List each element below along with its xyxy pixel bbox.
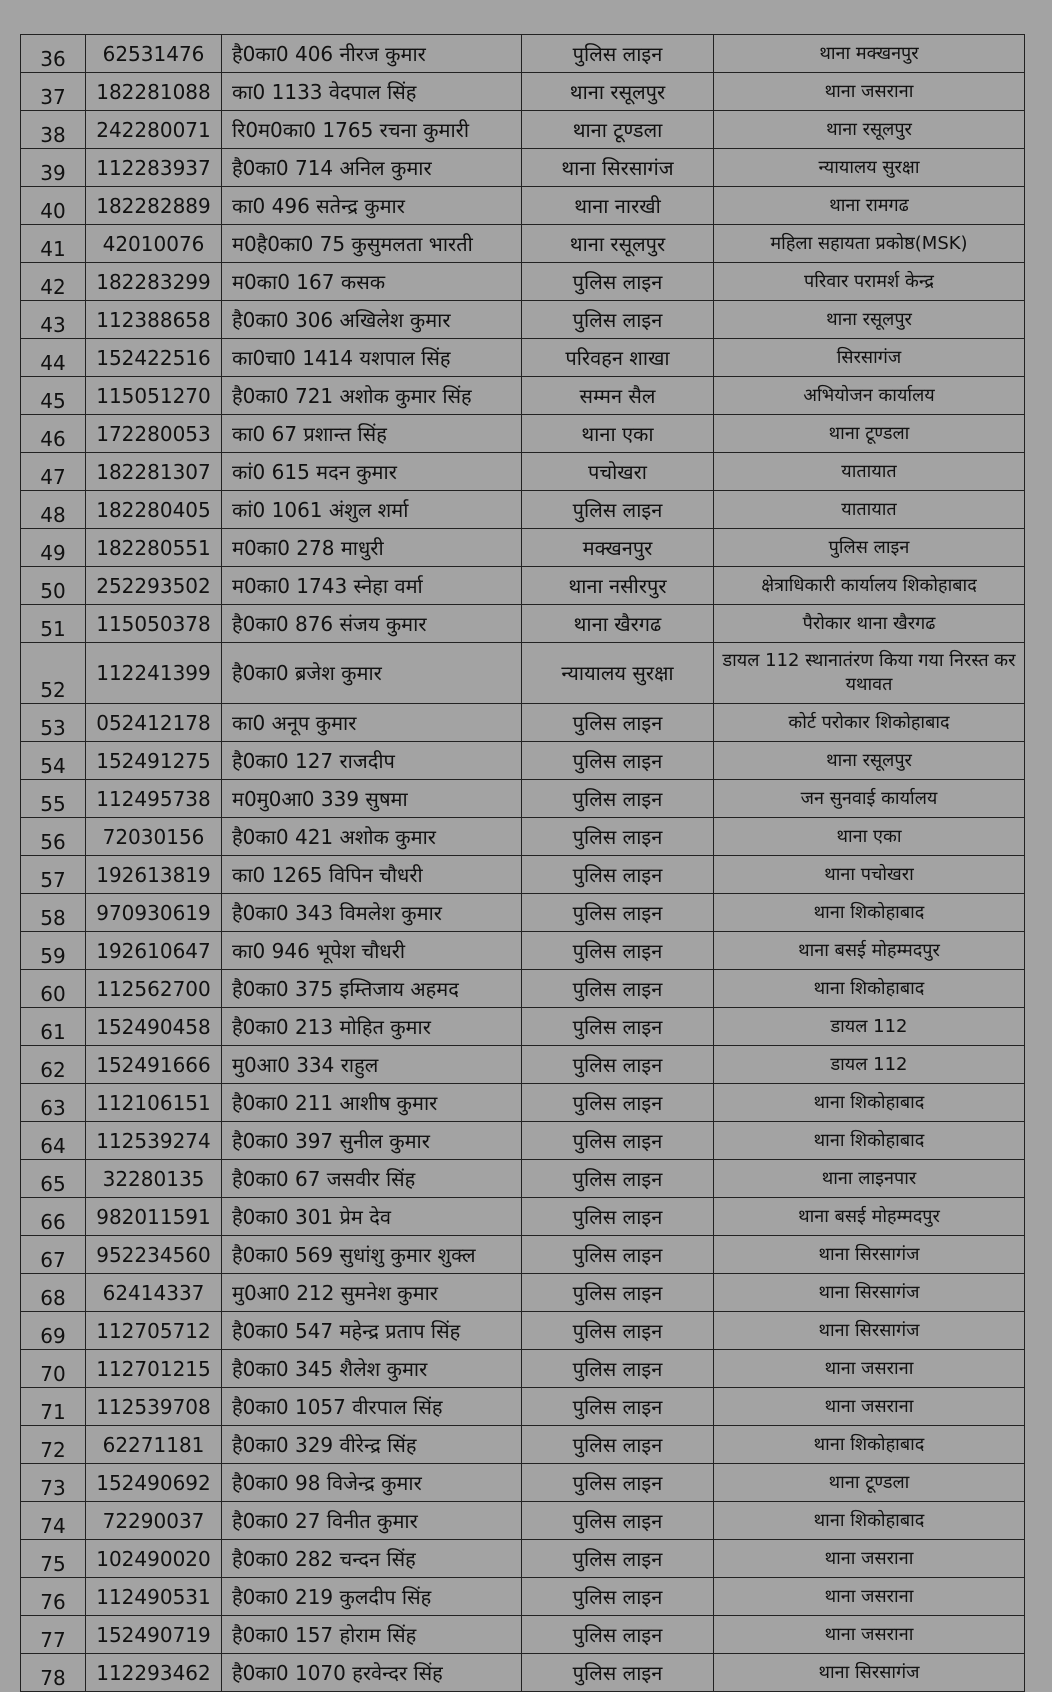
name-cell: का0चा0 1414 यशपाल सिंह: [222, 339, 522, 377]
from-posting-cell: पुलिस लाइन: [522, 1236, 714, 1274]
from-posting-cell: पुलिस लाइन: [522, 1426, 714, 1464]
from-posting-cell: पचोखरा: [522, 453, 714, 491]
name-cell: म0है0का0 75 कुसुमलता भारती: [222, 225, 522, 263]
pno-number-cell: 112701215: [86, 1350, 222, 1388]
name-cell: है0का0 211 आशीष कुमार: [222, 1084, 522, 1122]
pno-number-cell: 152491275: [86, 742, 222, 780]
to-posting-cell: पैरोकार थाना खैरगढ: [714, 605, 1025, 643]
to-posting-cell: थाना रामगढ: [714, 187, 1025, 225]
pno-number-cell: 112539274: [86, 1122, 222, 1160]
table-row: [21, 1046, 1025, 1084]
name-cell: मु0आ0 334 राहुल: [222, 1046, 522, 1084]
pno-number-cell: 192613819: [86, 856, 222, 894]
name-cell: म0का0 167 कसक: [222, 263, 522, 301]
name-cell: है0का0 397 सुनील कुमार: [222, 1122, 522, 1160]
serial-number-cell: 78: [21, 1654, 86, 1692]
table-row: [21, 263, 1025, 301]
pno-number-cell: 152491666: [86, 1046, 222, 1084]
table-row: [21, 339, 1025, 377]
to-posting-cell: थाना बसई मोहम्मदपुर: [714, 1198, 1025, 1236]
serial-number-cell: 38: [21, 111, 86, 149]
pno-number-cell: 112562700: [86, 970, 222, 1008]
serial-number-cell: 60: [21, 970, 86, 1008]
to-posting-cell: यातायात: [714, 491, 1025, 529]
table-row: [21, 301, 1025, 339]
table-row: [21, 1426, 1025, 1464]
serial-number-cell: 72: [21, 1426, 86, 1464]
name-cell: का0 1265 विपिन चौधरी: [222, 856, 522, 894]
serial-number-cell: 66: [21, 1198, 86, 1236]
table-row: [21, 970, 1025, 1008]
to-posting-cell: यातायात: [714, 453, 1025, 491]
table-row: [21, 1274, 1025, 1312]
name-cell: है0का0 98 विजेन्द्र कुमार: [222, 1464, 522, 1502]
from-posting-cell: पुलिस लाइन: [522, 1198, 714, 1236]
table-row: [21, 491, 1025, 529]
serial-number-cell: 61: [21, 1008, 86, 1046]
from-posting-cell: थाना खैरगढ: [522, 605, 714, 643]
name-cell: कां0 615 मदन कुमार: [222, 453, 522, 491]
serial-number-cell: 67: [21, 1236, 86, 1274]
name-cell: का0 अनूप कुमार: [222, 704, 522, 742]
name-cell: है0का0 406 नीरज कुमार: [222, 35, 522, 73]
serial-number-cell: 40: [21, 187, 86, 225]
name-cell: रि0म0का0 1765 रचना कुमारी: [222, 111, 522, 149]
pno-number-cell: 242280071: [86, 111, 222, 149]
name-cell: है0का0 213 मोहित कुमार: [222, 1008, 522, 1046]
name-cell: म0का0 1743 स्नेहा वर्मा: [222, 567, 522, 605]
pno-number-cell: 192610647: [86, 932, 222, 970]
from-posting-cell: पुलिस लाइन: [522, 1578, 714, 1616]
table-row: [21, 1160, 1025, 1198]
serial-number-cell: 36: [21, 35, 86, 73]
serial-number-cell: 41: [21, 225, 86, 263]
to-posting-cell: कोर्ट परोकार शिकोहाबाद: [714, 704, 1025, 742]
from-posting-cell: पुलिस लाइन: [522, 1350, 714, 1388]
to-posting-cell: थाना जसराना: [714, 1540, 1025, 1578]
to-posting-cell: थाना पचोखरा: [714, 856, 1025, 894]
from-posting-cell: पुलिस लाइन: [522, 1502, 714, 1540]
table-row: [21, 605, 1025, 643]
serial-number-cell: 77: [21, 1616, 86, 1654]
from-posting-cell: पुलिस लाइन: [522, 780, 714, 818]
pno-number-cell: 152490692: [86, 1464, 222, 1502]
to-posting-cell: डायल 112 स्थानातंरण किया गया निरस्त कर यथावत: [714, 643, 1025, 704]
table-row: [21, 1122, 1025, 1160]
name-cell: है0का0 1070 हरवेन्दर सिंह: [222, 1654, 522, 1692]
pno-number-cell: 152490458: [86, 1008, 222, 1046]
pno-number-cell: 112293462: [86, 1654, 222, 1692]
pno-number-cell: 052412178: [86, 704, 222, 742]
from-posting-cell: थाना रसूलपुर: [522, 73, 714, 111]
pno-number-cell: 102490020: [86, 1540, 222, 1578]
to-posting-cell: जन सुनवाई कार्यालय: [714, 780, 1025, 818]
transfer-list-table: [20, 34, 1025, 1692]
from-posting-cell: पुलिस लाइन: [522, 1654, 714, 1692]
name-cell: है0का0 ब्रजेश कुमार: [222, 643, 522, 704]
pno-number-cell: 182281307: [86, 453, 222, 491]
from-posting-cell: पुलिस लाइन: [522, 1540, 714, 1578]
table-row: [21, 1350, 1025, 1388]
name-cell: है0का0 27 विनीत कुमार: [222, 1502, 522, 1540]
serial-number-cell: 54: [21, 742, 86, 780]
to-posting-cell: थाना शिकोहाबाद: [714, 1084, 1025, 1122]
to-posting-cell: थाना मक्खनपुर: [714, 35, 1025, 73]
serial-number-cell: 58: [21, 894, 86, 932]
serial-number-cell: 73: [21, 1464, 86, 1502]
pno-number-cell: 182282889: [86, 187, 222, 225]
from-posting-cell: मक्खनपुर: [522, 529, 714, 567]
serial-number-cell: 64: [21, 1122, 86, 1160]
pno-number-cell: 42010076: [86, 225, 222, 263]
table-row: [21, 529, 1025, 567]
table-row: [21, 894, 1025, 932]
table-row: [21, 1084, 1025, 1122]
table-row: [21, 818, 1025, 856]
to-posting-cell: थाना सिरसागंज: [714, 1236, 1025, 1274]
to-posting-cell: थाना लाइनपार: [714, 1160, 1025, 1198]
table-row: [21, 111, 1025, 149]
serial-number-cell: 68: [21, 1274, 86, 1312]
name-cell: है0का0 157 होराम सिंह: [222, 1616, 522, 1654]
pno-number-cell: 112283937: [86, 149, 222, 187]
name-cell: है0का0 345 शैलेश कुमार: [222, 1350, 522, 1388]
from-posting-cell: पुलिस लाइन: [522, 301, 714, 339]
name-cell: का0 1133 वेदपाल सिंह: [222, 73, 522, 111]
from-posting-cell: थाना नारखी: [522, 187, 714, 225]
from-posting-cell: पुलिस लाइन: [522, 932, 714, 970]
table-row: [21, 149, 1025, 187]
pno-number-cell: 115051270: [86, 377, 222, 415]
from-posting-cell: थाना नसीरपुर: [522, 567, 714, 605]
to-posting-cell: सिरसागंज: [714, 339, 1025, 377]
serial-number-cell: 63: [21, 1084, 86, 1122]
table-row: [21, 225, 1025, 263]
to-posting-cell: थाना शिकोहाबाद: [714, 1122, 1025, 1160]
pno-number-cell: 182280551: [86, 529, 222, 567]
name-cell: है0का0 1057 वीरपाल सिंह: [222, 1388, 522, 1426]
table-row: [21, 932, 1025, 970]
name-cell: म0मु0आ0 339 सुषमा: [222, 780, 522, 818]
serial-number-cell: 57: [21, 856, 86, 894]
name-cell: है0का0 127 राजदीप: [222, 742, 522, 780]
to-posting-cell: थाना सिरसागंज: [714, 1274, 1025, 1312]
table-row: [21, 1008, 1025, 1046]
to-posting-cell: थाना जसराना: [714, 73, 1025, 111]
name-cell: है0का0 343 विमलेश कुमार: [222, 894, 522, 932]
name-cell: है0का0 375 इम्तिजाय अहमद: [222, 970, 522, 1008]
serial-number-cell: 52: [21, 643, 86, 704]
to-posting-cell: थाना शिकोहाबाद: [714, 970, 1025, 1008]
serial-number-cell: 74: [21, 1502, 86, 1540]
from-posting-cell: न्यायालय सुरक्षा: [522, 643, 714, 704]
to-posting-cell: थाना शिकोहाबाद: [714, 894, 1025, 932]
name-cell: है0का0 714 अनिल कुमार: [222, 149, 522, 187]
to-posting-cell: क्षेत्राधिकारी कार्यालय शिकोहाबाद: [714, 567, 1025, 605]
name-cell: का0 946 भूपेश चौधरी: [222, 932, 522, 970]
to-posting-cell: थाना रसूलपुर: [714, 742, 1025, 780]
from-posting-cell: पुलिस लाइन: [522, 1616, 714, 1654]
table-row: [21, 1198, 1025, 1236]
table-row: [21, 187, 1025, 225]
serial-number-cell: 62: [21, 1046, 86, 1084]
from-posting-cell: पुलिस लाइन: [522, 818, 714, 856]
name-cell: है0का0 301 प्रेम देव: [222, 1198, 522, 1236]
serial-number-cell: 45: [21, 377, 86, 415]
name-cell: है0का0 329 वीरेन्द्र सिंह: [222, 1426, 522, 1464]
from-posting-cell: पुलिस लाइन: [522, 970, 714, 1008]
table-row: [21, 704, 1025, 742]
to-posting-cell: थाना बसई मोहम्मदपुर: [714, 932, 1025, 970]
pno-number-cell: 112388658: [86, 301, 222, 339]
table-row: [21, 453, 1025, 491]
to-posting-cell: थाना एका: [714, 818, 1025, 856]
name-cell: है0का0 219 कुलदीप सिंह: [222, 1578, 522, 1616]
to-posting-cell: थाना रसूलपुर: [714, 111, 1025, 149]
table-row: [21, 856, 1025, 894]
name-cell: है0का0 876 संजय कुमार: [222, 605, 522, 643]
name-cell: का0 67 प्रशान्त सिंह: [222, 415, 522, 453]
pno-number-cell: 72290037: [86, 1502, 222, 1540]
from-posting-cell: परिवहन शाखा: [522, 339, 714, 377]
serial-number-cell: 53: [21, 704, 86, 742]
pno-number-cell: 982011591: [86, 1198, 222, 1236]
serial-number-cell: 46: [21, 415, 86, 453]
from-posting-cell: पुलिस लाइन: [522, 35, 714, 73]
serial-number-cell: 55: [21, 780, 86, 818]
name-cell: है0का0 569 सुधांशु कुमार शुक्ल: [222, 1236, 522, 1274]
serial-number-cell: 37: [21, 73, 86, 111]
from-posting-cell: पुलिस लाइन: [522, 1312, 714, 1350]
table-row: [21, 415, 1025, 453]
pno-number-cell: 72030156: [86, 818, 222, 856]
serial-number-cell: 48: [21, 491, 86, 529]
serial-number-cell: 56: [21, 818, 86, 856]
to-posting-cell: थाना जसराना: [714, 1350, 1025, 1388]
pno-number-cell: 970930619: [86, 894, 222, 932]
to-posting-cell: थाना टूण्डला: [714, 415, 1025, 453]
serial-number-cell: 42: [21, 263, 86, 301]
to-posting-cell: महिला सहायता प्रकोष्ठ(MSK): [714, 225, 1025, 263]
name-cell: कां0 1061 अंशुल शर्मा: [222, 491, 522, 529]
pno-number-cell: 112241399: [86, 643, 222, 704]
from-posting-cell: पुलिस लाइन: [522, 1122, 714, 1160]
from-posting-cell: थाना टूण्डला: [522, 111, 714, 149]
pno-number-cell: 172280053: [86, 415, 222, 453]
pno-number-cell: 182283299: [86, 263, 222, 301]
to-posting-cell: अभियोजन कार्यालय: [714, 377, 1025, 415]
to-posting-cell: थाना जसराना: [714, 1578, 1025, 1616]
name-cell: है0का0 282 चन्दन सिंह: [222, 1540, 522, 1578]
to-posting-cell: थाना टूण्डला: [714, 1464, 1025, 1502]
table-row: [21, 567, 1025, 605]
pno-number-cell: 112539708: [86, 1388, 222, 1426]
serial-number-cell: 39: [21, 149, 86, 187]
from-posting-cell: पुलिस लाइन: [522, 1084, 714, 1122]
name-cell: है0का0 67 जसवीर सिंह: [222, 1160, 522, 1198]
from-posting-cell: पुलिस लाइन: [522, 1464, 714, 1502]
to-posting-cell: थाना सिरसागंज: [714, 1312, 1025, 1350]
from-posting-cell: थाना रसूलपुर: [522, 225, 714, 263]
pno-number-cell: 62414337: [86, 1274, 222, 1312]
pno-number-cell: 112495738: [86, 780, 222, 818]
serial-number-cell: 70: [21, 1350, 86, 1388]
pno-number-cell: 182280405: [86, 491, 222, 529]
pno-number-cell: 112106151: [86, 1084, 222, 1122]
pno-number-cell: 112490531: [86, 1578, 222, 1616]
from-posting-cell: पुलिस लाइन: [522, 742, 714, 780]
to-posting-cell: थाना शिकोहाबाद: [714, 1502, 1025, 1540]
serial-number-cell: 43: [21, 301, 86, 339]
pno-number-cell: 115050378: [86, 605, 222, 643]
table-row: [21, 377, 1025, 415]
from-posting-cell: पुलिस लाइन: [522, 1388, 714, 1426]
serial-number-cell: 75: [21, 1540, 86, 1578]
pno-number-cell: 952234560: [86, 1236, 222, 1274]
table-row: [21, 1654, 1025, 1692]
from-posting-cell: पुलिस लाइन: [522, 894, 714, 932]
from-posting-cell: सम्मन सैल: [522, 377, 714, 415]
name-cell: का0 496 सतेन्द्र कुमार: [222, 187, 522, 225]
table-row: [21, 1388, 1025, 1426]
pno-number-cell: 152490719: [86, 1616, 222, 1654]
to-posting-cell: थाना रसूलपुर: [714, 301, 1025, 339]
table-row: [21, 73, 1025, 111]
table-row: [21, 1464, 1025, 1502]
from-posting-cell: पुलिस लाइन: [522, 1008, 714, 1046]
pno-number-cell: 62271181: [86, 1426, 222, 1464]
table-row: [21, 1540, 1025, 1578]
to-posting-cell: डायल 112: [714, 1046, 1025, 1084]
pno-number-cell: 32280135: [86, 1160, 222, 1198]
name-cell: मु0आ0 212 सुमनेश कुमार: [222, 1274, 522, 1312]
serial-number-cell: 71: [21, 1388, 86, 1426]
serial-number-cell: 69: [21, 1312, 86, 1350]
table-row: [21, 1236, 1025, 1274]
table-row: [21, 1502, 1025, 1540]
table-row: [21, 1312, 1025, 1350]
serial-number-cell: 76: [21, 1578, 86, 1616]
table-row: [21, 1578, 1025, 1616]
serial-number-cell: 51: [21, 605, 86, 643]
pno-number-cell: 182281088: [86, 73, 222, 111]
table-row: [21, 643, 1025, 704]
pno-number-cell: 112705712: [86, 1312, 222, 1350]
to-posting-cell: पुलिस लाइन: [714, 529, 1025, 567]
name-cell: है0का0 421 अशोक कुमार: [222, 818, 522, 856]
pno-number-cell: 152422516: [86, 339, 222, 377]
serial-number-cell: 47: [21, 453, 86, 491]
from-posting-cell: पुलिस लाइन: [522, 856, 714, 894]
serial-number-cell: 44: [21, 339, 86, 377]
pno-number-cell: 252293502: [86, 567, 222, 605]
from-posting-cell: थाना एका: [522, 415, 714, 453]
from-posting-cell: थाना सिरसागंज: [522, 149, 714, 187]
serial-number-cell: 49: [21, 529, 86, 567]
table-row: [21, 35, 1025, 73]
name-cell: म0का0 278 माधुरी: [222, 529, 522, 567]
to-posting-cell: थाना जसराना: [714, 1616, 1025, 1654]
from-posting-cell: पुलिस लाइन: [522, 263, 714, 301]
pno-number-cell: 62531476: [86, 35, 222, 73]
name-cell: है0का0 721 अशोक कुमार सिंह: [222, 377, 522, 415]
to-posting-cell: डायल 112: [714, 1008, 1025, 1046]
serial-number-cell: 65: [21, 1160, 86, 1198]
table-row: [21, 1616, 1025, 1654]
name-cell: है0का0 547 महेन्द्र प्रताप सिंह: [222, 1312, 522, 1350]
from-posting-cell: पुलिस लाइन: [522, 1274, 714, 1312]
from-posting-cell: पुलिस लाइन: [522, 491, 714, 529]
to-posting-cell: न्यायालय सुरक्षा: [714, 149, 1025, 187]
serial-number-cell: 50: [21, 567, 86, 605]
to-posting-cell: थाना सिरसागंज: [714, 1654, 1025, 1692]
table-row: [21, 780, 1025, 818]
from-posting-cell: पुलिस लाइन: [522, 1046, 714, 1084]
serial-number-cell: 59: [21, 932, 86, 970]
to-posting-cell: परिवार परामर्श केन्द्र: [714, 263, 1025, 301]
table-body: [21, 35, 1025, 1692]
from-posting-cell: पुलिस लाइन: [522, 1160, 714, 1198]
name-cell: है0का0 306 अखिलेश कुमार: [222, 301, 522, 339]
to-posting-cell: थाना शिकोहाबाद: [714, 1426, 1025, 1464]
to-posting-cell: थाना जसराना: [714, 1388, 1025, 1426]
from-posting-cell: पुलिस लाइन: [522, 704, 714, 742]
table-row: [21, 742, 1025, 780]
